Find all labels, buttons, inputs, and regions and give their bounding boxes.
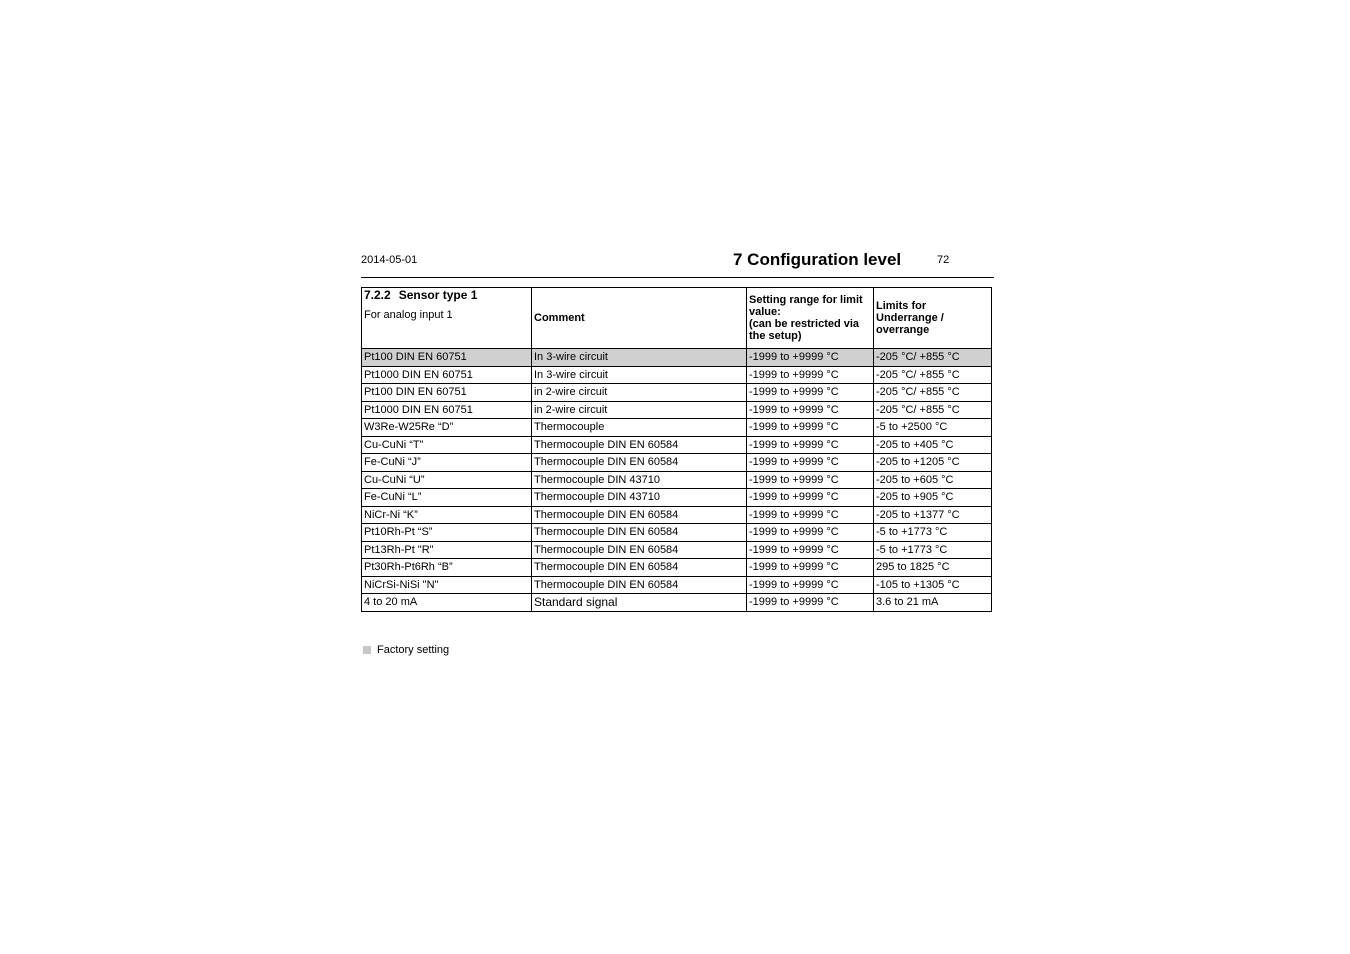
- comment-cell: Thermocouple DIN EN 60584: [532, 454, 747, 472]
- table-row: [362, 401, 992, 419]
- comment-cell: Thermocouple DIN EN 60584: [532, 541, 747, 559]
- table-row: [362, 489, 992, 507]
- limits-cell: -205 °C/ +855 °C: [874, 384, 992, 402]
- section-heading-cell: [362, 288, 532, 349]
- comment-cell: Thermocouple DIN EN 60584: [532, 559, 747, 577]
- comment-cell: in 2-wire circuit: [532, 384, 747, 402]
- setting-range-cell: -1999 to +9999 °C: [747, 541, 874, 559]
- table-row: [362, 436, 992, 454]
- limits-cell: -5 to +2500 °C: [874, 419, 992, 437]
- sensor-cell: Cu-CuNi “U”: [362, 471, 532, 489]
- table-row: [362, 454, 992, 472]
- table-row: [362, 384, 992, 402]
- sensor-cell: Pt100 DIN EN 60751: [362, 349, 532, 367]
- comment-cell: Thermocouple DIN 43710: [532, 489, 747, 507]
- limits-cell: -205 to +1377 °C: [874, 506, 992, 524]
- sensor-cell: 4 to 20 mA: [362, 594, 532, 612]
- comment-cell: Thermocouple DIN EN 60584: [532, 506, 747, 524]
- limits-cell: 3.6 to 21 mA: [874, 594, 992, 612]
- section-subtitle: For analog input 1: [364, 309, 453, 321]
- setting-range-cell: -1999 to +9999 °C: [747, 489, 874, 507]
- limits-cell: 295 to 1825 °C: [874, 559, 992, 577]
- limits-cell: -205 °C/ +855 °C: [874, 366, 992, 384]
- setting-range-cell: -1999 to +9999 °C: [747, 349, 874, 367]
- comment-cell: Thermocouple DIN EN 60584: [532, 524, 747, 542]
- limits-cell: -205 °C/ +855 °C: [874, 401, 992, 419]
- page-number: 72: [937, 254, 950, 266]
- table-header-row: [362, 288, 992, 349]
- section-heading: [364, 288, 529, 302]
- comment-cell: Standard signal: [532, 594, 747, 612]
- setting-range-cell: -1999 to +9999 °C: [747, 454, 874, 472]
- table-row: [362, 349, 992, 367]
- table-row: [362, 594, 992, 612]
- comment-cell: in 2-wire circuit: [532, 401, 747, 419]
- table-row: [362, 559, 992, 577]
- chapter-title: 7 Configuration level: [733, 250, 902, 269]
- limits-cell: -205 to +905 °C: [874, 489, 992, 507]
- table-row: [362, 366, 992, 384]
- sensor-cell: Fe-CuNi “J”: [362, 454, 532, 472]
- sensor-cell: Cu-CuNi “T”: [362, 436, 532, 454]
- limits-cell: -5 to +1773 °C: [874, 541, 992, 559]
- limits-cell: -105 to +1305 °C: [874, 576, 992, 594]
- factory-setting-swatch: [363, 646, 371, 654]
- setting-range-cell: -1999 to +9999 °C: [747, 576, 874, 594]
- sensor-cell: NiCr-Ni “K”: [362, 506, 532, 524]
- factory-setting-legend: [363, 644, 449, 656]
- table-row: [362, 524, 992, 542]
- limits-cell: -205 to +405 °C: [874, 436, 992, 454]
- comment-cell: In 3-wire circuit: [532, 349, 747, 367]
- sensor-cell: Pt10Rh-Pt “S”: [362, 524, 532, 542]
- setting-range-cell: -1999 to +9999 °C: [747, 471, 874, 489]
- section-number: 7.2.2: [364, 288, 391, 302]
- sensor-cell: Pt1000 DIN EN 60751: [362, 401, 532, 419]
- comment-cell: Thermocouple DIN EN 60584: [532, 576, 747, 594]
- legend-label: Factory setting: [377, 644, 450, 656]
- setting-range-cell: -1999 to +9999 °C: [747, 594, 874, 612]
- column-header-limits: Limits for Underrange / overrange: [874, 288, 992, 349]
- column-header-setting-range: Setting range for limit value: (can be restricted via the setup): [747, 288, 874, 349]
- comment-cell: Thermocouple DIN EN 60584: [532, 436, 747, 454]
- document-date: 2014-05-01: [361, 254, 418, 266]
- sensor-type-table: [361, 287, 992, 612]
- table-row: [362, 471, 992, 489]
- setting-range-cell: -1999 to +9999 °C: [747, 366, 874, 384]
- sensor-cell: Pt30Rh-Pt6Rh “B”: [362, 559, 532, 577]
- comment-cell: Thermocouple DIN 43710: [532, 471, 747, 489]
- setting-range-cell: -1999 to +9999 °C: [747, 419, 874, 437]
- limits-cell: -5 to +1773 °C: [874, 524, 992, 542]
- sensor-cell: W3Re-W25Re “D”: [362, 419, 532, 437]
- setting-range-cell: -1999 to +9999 °C: [747, 401, 874, 419]
- table-row: [362, 506, 992, 524]
- setting-range-cell: -1999 to +9999 °C: [747, 524, 874, 542]
- table-body: [362, 349, 992, 612]
- comment-cell: Thermocouple: [532, 419, 747, 437]
- table-row: [362, 419, 992, 437]
- setting-range-cell: -1999 to +9999 °C: [747, 506, 874, 524]
- limits-cell: -205 to +1205 °C: [874, 454, 992, 472]
- sensor-cell: Pt1000 DIN EN 60751: [362, 366, 532, 384]
- section-title: Sensor type 1: [398, 288, 478, 302]
- table-row: [362, 576, 992, 594]
- comment-cell: In 3-wire circuit: [532, 366, 747, 384]
- header-divider: [361, 277, 994, 278]
- limits-cell: -205 to +605 °C: [874, 471, 992, 489]
- limits-cell: -205 °C/ +855 °C: [874, 349, 992, 367]
- column-header-comment: Comment: [532, 288, 747, 349]
- sensor-cell: Pt100 DIN EN 60751: [362, 384, 532, 402]
- setting-range-cell: -1999 to +9999 °C: [747, 559, 874, 577]
- sensor-cell: Pt13Rh-Pt "R": [362, 541, 532, 559]
- sensor-cell: Fe-CuNi “L”: [362, 489, 532, 507]
- sensor-cell: NiCrSi-NiSi "N": [362, 576, 532, 594]
- setting-range-cell: -1999 to +9999 °C: [747, 436, 874, 454]
- setting-range-cell: -1999 to +9999 °C: [747, 384, 874, 402]
- table-row: [362, 541, 992, 559]
